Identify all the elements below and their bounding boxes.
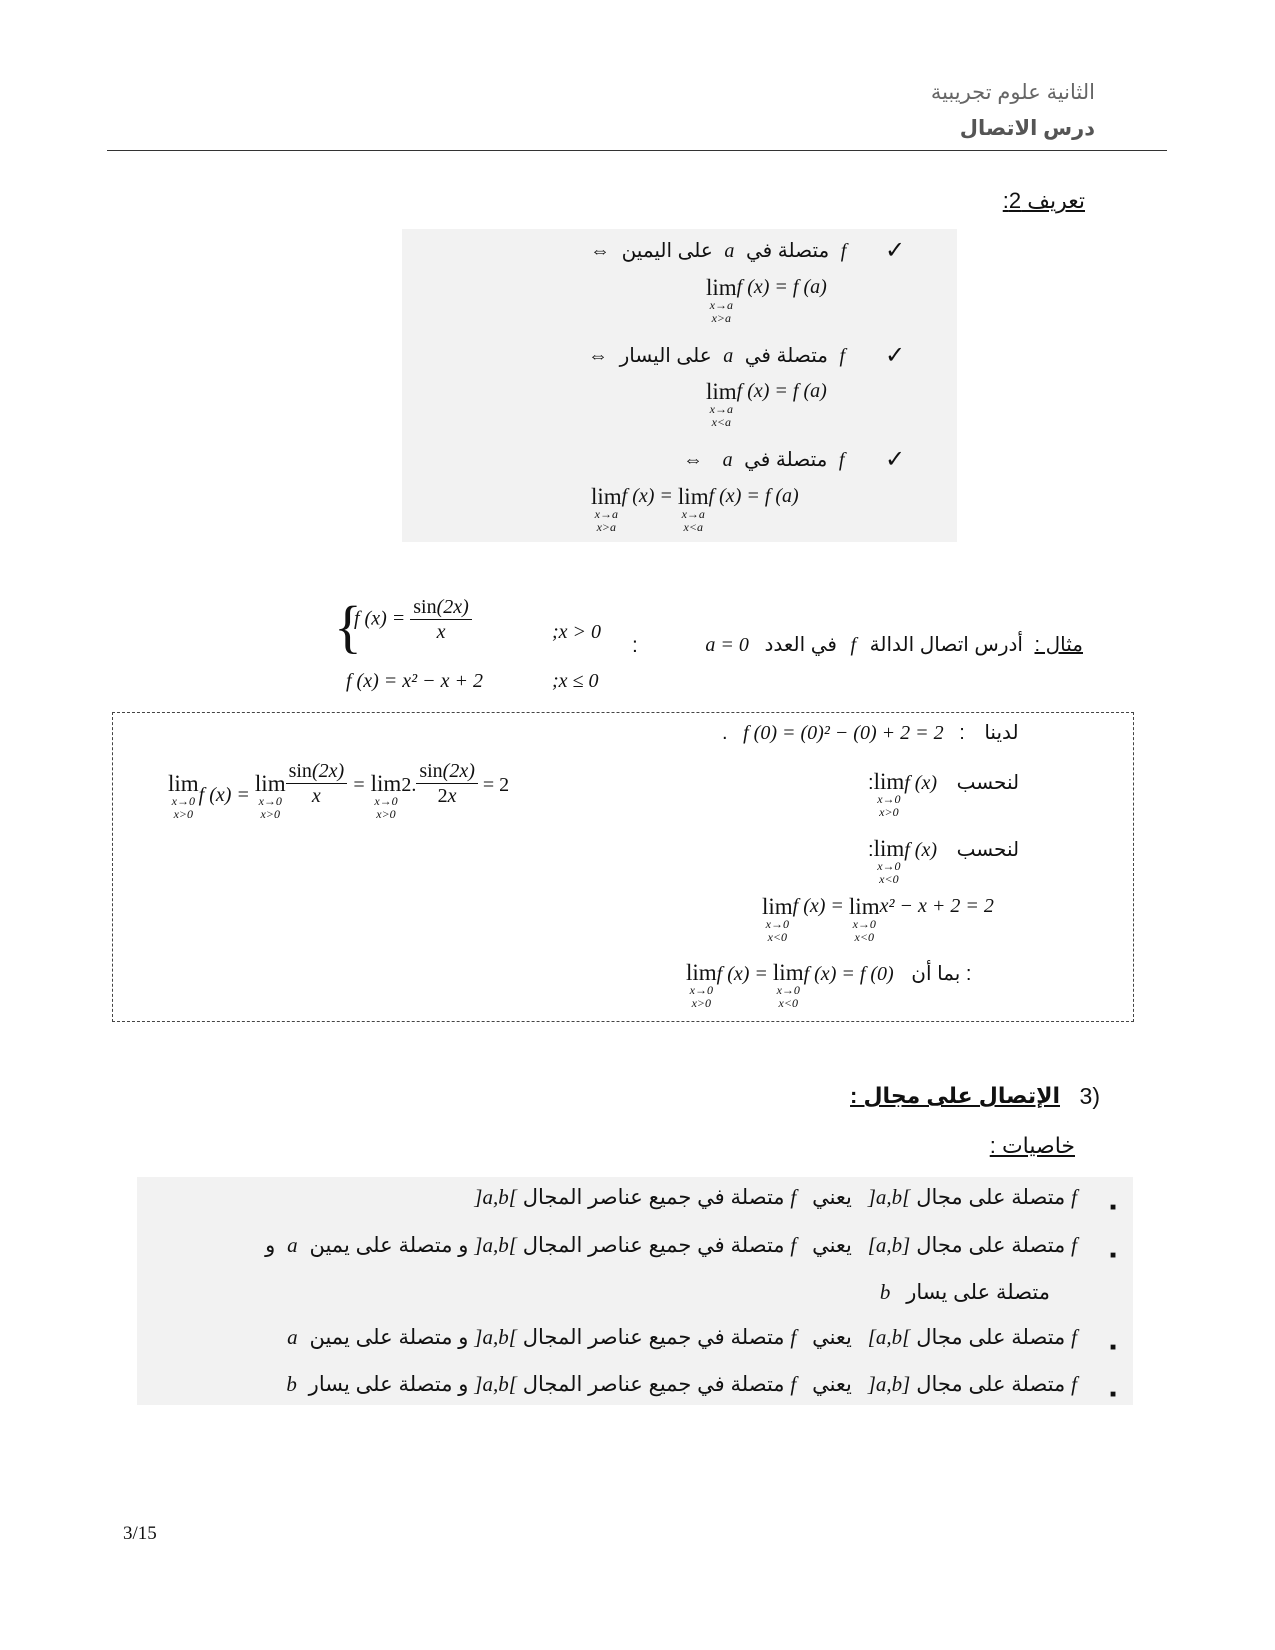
equiv-symbol: ⇔ xyxy=(590,240,610,262)
conclusion-line: lim x→0 x>0 f (x) = lim x→0 x<0 f (x) = f (0) بما أن : xyxy=(686,960,972,1010)
definition-item-left: ⇔ على اليسار a متصلة في f xyxy=(588,345,846,367)
example-label: مثال : xyxy=(1034,634,1083,656)
equiv-symbol: ⇔ xyxy=(683,449,703,471)
colon: : xyxy=(632,634,638,657)
definition-formula-left: lim x→a x<a f (x) = f (a) xyxy=(706,379,827,429)
definition-item-both: ⇔ a متصلة في f xyxy=(683,449,845,471)
section-3-title: الإتصال على مجال : xyxy=(850,1083,1060,1108)
bullet-icon: ■ xyxy=(1110,1250,1117,1261)
property-open-interval: f متصلة على مجال ]a,b[ يعني f متصلة في جميع عناصر المجال ]a,b[ xyxy=(474,1185,1077,1209)
piecewise-line-1: f (x) = $\frac{\sin(2x)}{x}$ xyxy=(354,596,472,644)
header-lesson-title: درس الاتصال xyxy=(959,117,1095,140)
since-label: بما أن : xyxy=(911,963,972,985)
bullet-icon: ■ xyxy=(1110,1202,1117,1213)
header-level: الثانية علوم تجريبية xyxy=(930,81,1095,104)
bullet-icon: ■ xyxy=(1110,1389,1117,1400)
definition-formula-both: lim x→a x>a f (x) = lim x→a x<a f (x) = f (a) xyxy=(591,484,799,534)
definition-formula-right: lim x→a x>a f (x) = f (a) xyxy=(706,275,827,325)
property-half-open-right: f متصلة على مجال [a,b[ يعني f متصلة في جميع عناصر المجال ]a,b[ و متصلة على يمين a xyxy=(287,1325,1077,1349)
definition-title: تعريف 2: xyxy=(1002,188,1085,213)
checkmark-icon: ✓ xyxy=(885,445,906,473)
example-statement: مثال : أدرس اتصال الدالة f في العدد a = 0 xyxy=(705,634,1083,656)
definition-item-right: ⇔ على اليمين a متصلة في f xyxy=(590,240,847,262)
solution-f0-line: . f (0) = (0)² − (0) + 2 = 2 : لدينا xyxy=(722,722,1019,744)
equiv-symbol: ⇔ xyxy=(588,345,608,367)
piecewise-line-2: f (x) = x² − x + 2 xyxy=(346,670,483,692)
property-closed-interval-cont: متصلة على يسار b xyxy=(879,1280,1050,1304)
bullet-icon: ■ xyxy=(1110,1342,1117,1353)
right-limit-computation: lim x→0 x>0 f (x) = lim x→0 x>0 $\frac{\sin(2x)}{x}$ = lim x→0 x>0 2. $\frac{\sin(2x)}{2x}$ = 2 xyxy=(168,760,510,821)
header-divider xyxy=(107,150,1167,151)
property-closed-interval: f متصلة على مجال [a,b] يعني f متصلة في جميع عناصر المجال ]a,b[ و متصلة على يمين a و xyxy=(265,1233,1077,1257)
page-number: 3/15 xyxy=(123,1523,157,1544)
compute-right-limit-label: : lim x→0 x>0 f (x) لنحسب xyxy=(868,769,1020,819)
left-limit-computation: lim x→0 x<0 f (x) = lim x→0 x<0 x² − x + 2 = 2 xyxy=(762,894,994,944)
properties-title: خاصيات : xyxy=(989,1133,1075,1158)
piecewise-cond-1: ;x > 0 xyxy=(552,621,602,643)
piecewise-cond-2: ;x ≤ 0 xyxy=(552,670,599,692)
checkmark-icon: ✓ xyxy=(885,341,906,369)
section-3-number: 3) xyxy=(1079,1083,1100,1109)
piecewise-brace: { xyxy=(334,594,362,659)
compute-left-limit-label: : lim x→0 x<0 f (x) لنحسب xyxy=(868,836,1020,886)
we-have-label: لدينا xyxy=(984,722,1019,744)
property-half-open-left: f متصلة على مجال ]a,b] يعني f متصلة في جميع عناصر المجال ]a,b[ و متصلة على يسار b xyxy=(286,1372,1077,1396)
checkmark-icon: ✓ xyxy=(885,236,906,264)
